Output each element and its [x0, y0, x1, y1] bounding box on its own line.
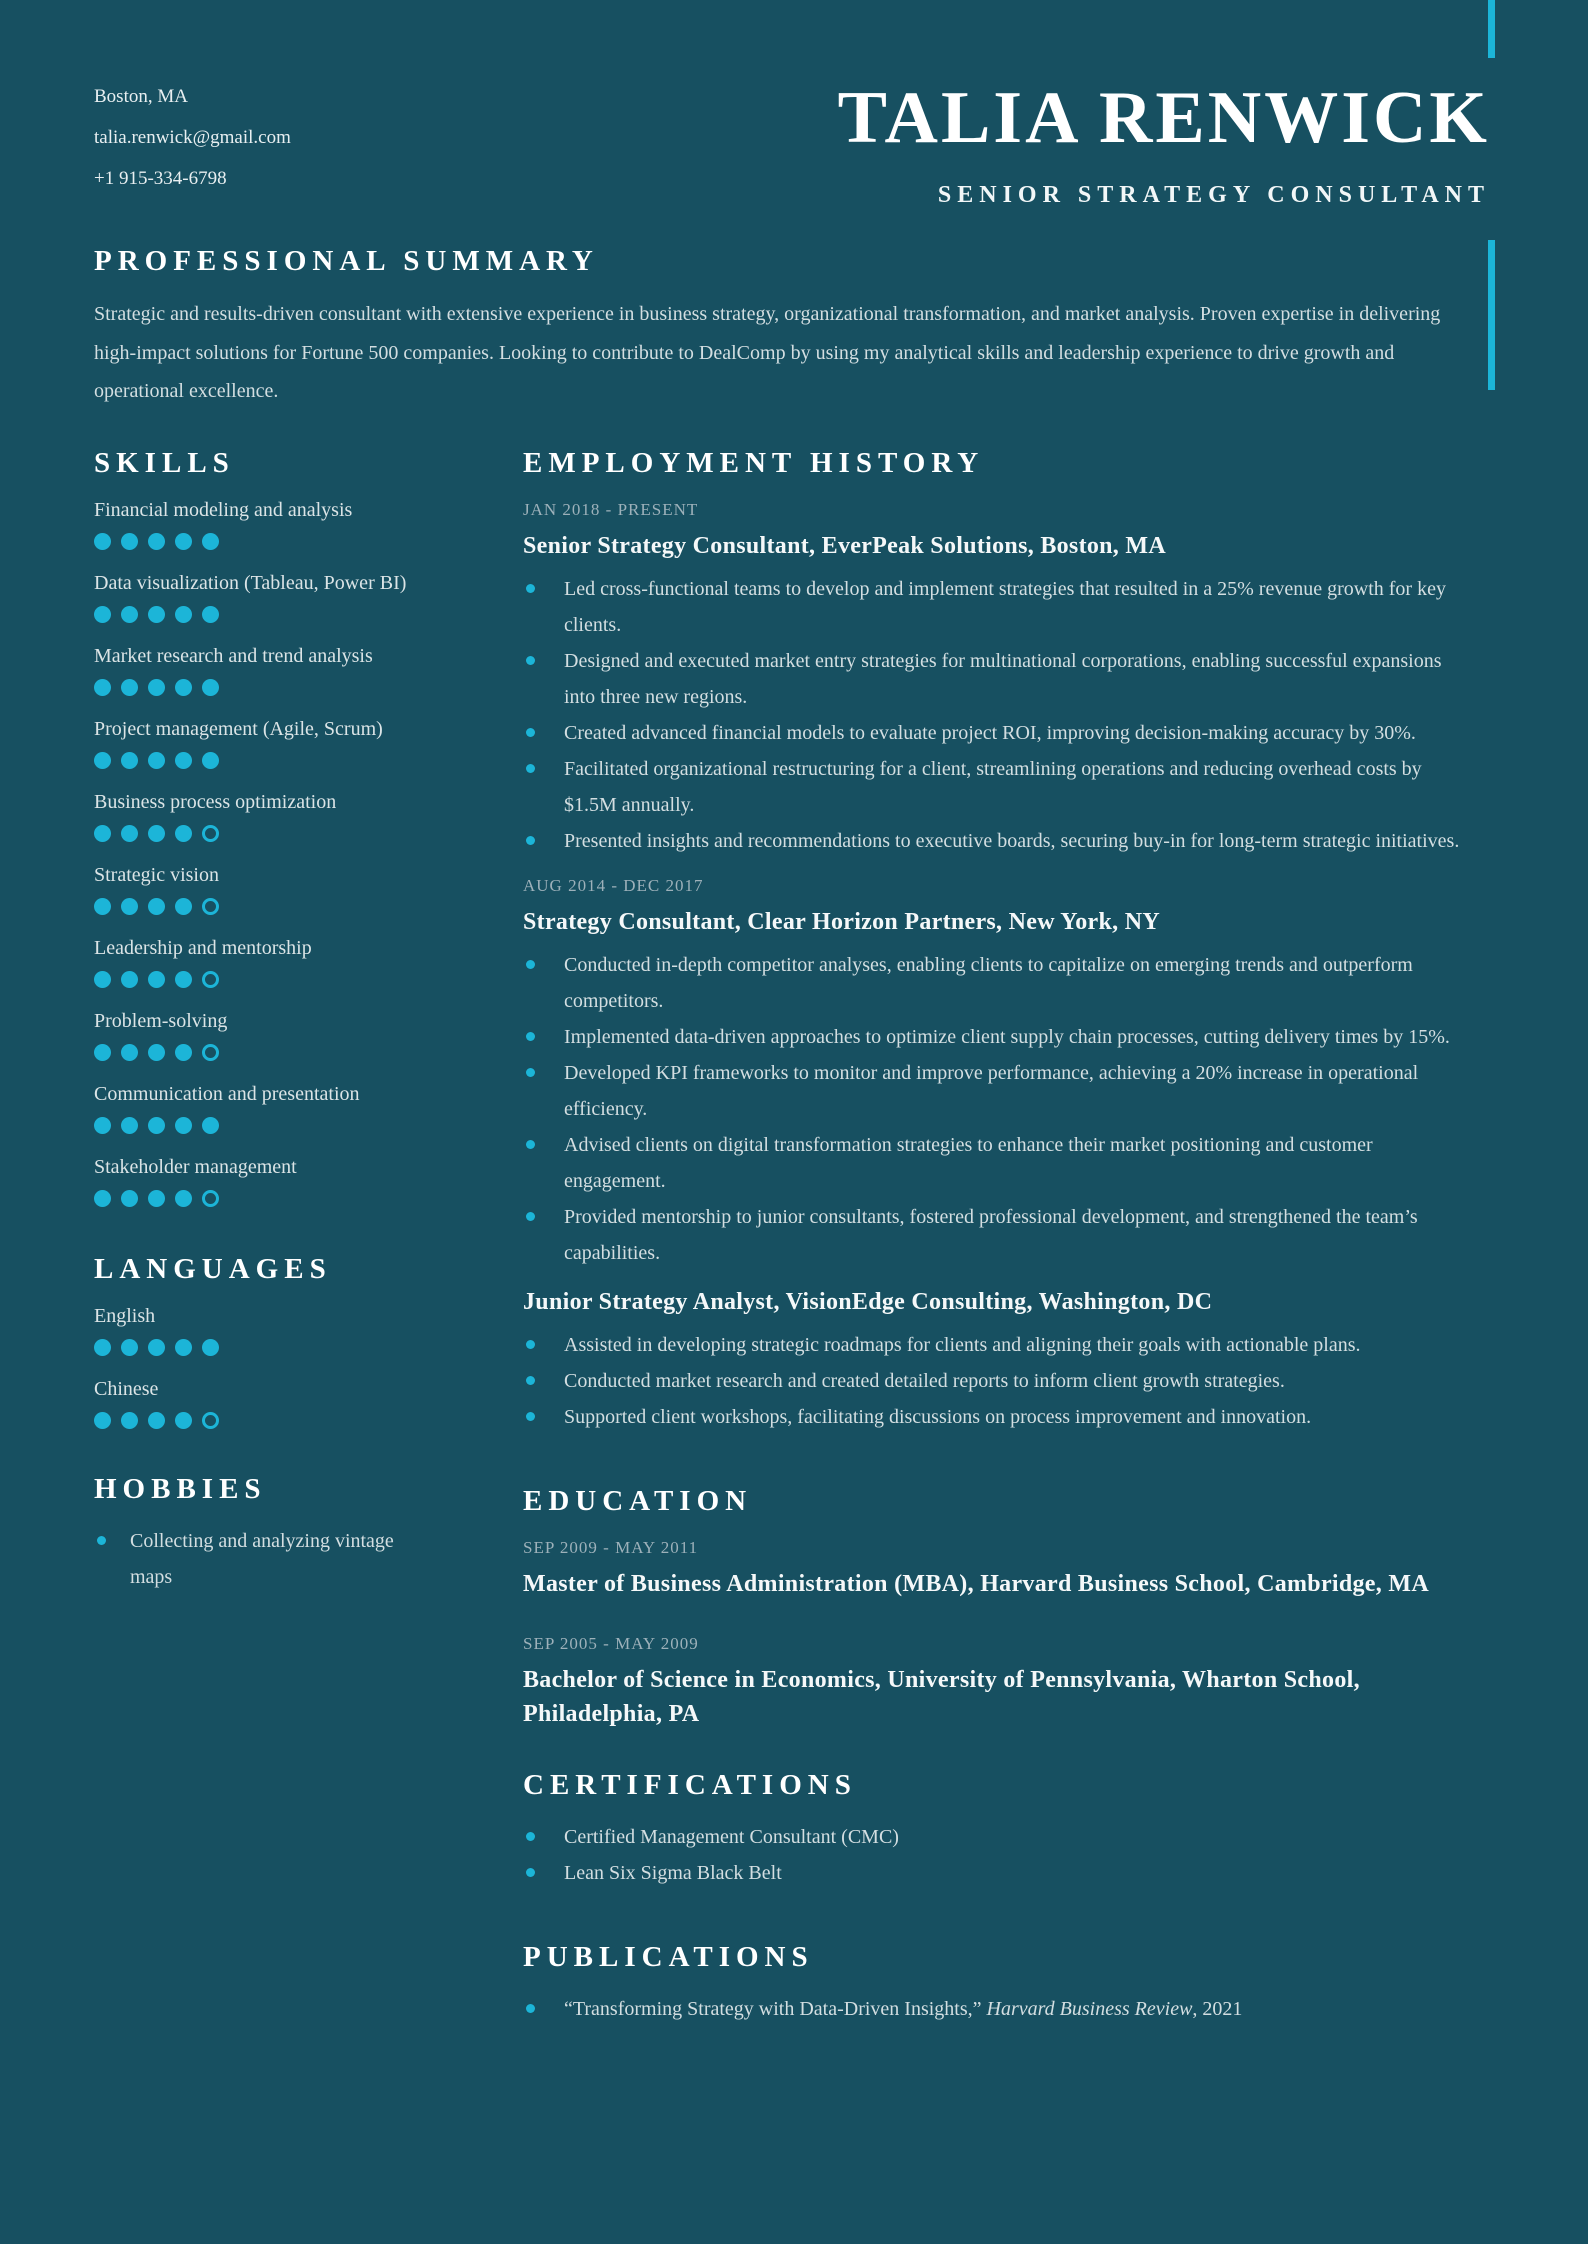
- rating-dot-filled-icon: [148, 1044, 165, 1061]
- rating-dot-filled-icon: [148, 971, 165, 988]
- bullet-icon: [526, 836, 535, 845]
- publications-section: [523, 1939, 1477, 2027]
- bullet-text: Led cross-functional teams to develop and implement strategies that resulted in a 25% revenue growth for key clients.: [564, 577, 1446, 636]
- rating-label: Business process optimization: [94, 790, 337, 813]
- rating-dot-empty-icon: [202, 971, 219, 988]
- rating-label: Strategic vision: [94, 863, 219, 886]
- rating-dots: [94, 679, 424, 696]
- rating-dot-filled-icon: [148, 752, 165, 769]
- education-entry: [523, 1631, 1477, 1731]
- rating-dot-filled-icon: [175, 533, 192, 550]
- rating-dot-filled-icon: [94, 752, 111, 769]
- education-list: [523, 1535, 1477, 1731]
- list-item: [523, 1363, 1477, 1399]
- rating-dots: [94, 533, 424, 550]
- rating-item: [94, 497, 424, 550]
- bullet-icon: [526, 2004, 535, 2013]
- hobbies-section: [94, 1471, 424, 1595]
- rating-dot-filled-icon: [94, 825, 111, 842]
- rating-dot-filled-icon: [121, 606, 138, 623]
- job-entry: [523, 1285, 1477, 1435]
- rating-item: [94, 1008, 424, 1061]
- rating-dot-filled-icon: [148, 1117, 165, 1134]
- rating-dots: [94, 898, 424, 915]
- bullet-icon: [526, 584, 535, 593]
- bullet-text: Facilitated organizational restructuring for a client, streamlining operations and reducing overhead costs by $1.5M annually.: [564, 757, 1422, 816]
- rating-label: English: [94, 1304, 156, 1327]
- rating-dot-filled-icon: [94, 1044, 111, 1061]
- rating-dot-filled-icon: [202, 752, 219, 769]
- rating-dot-filled-icon: [175, 1339, 192, 1356]
- education-section: [523, 1483, 1477, 1731]
- rating-dot-filled-icon: [121, 898, 138, 915]
- bullet-icon: [526, 1212, 535, 1221]
- rating-dots: [94, 1412, 424, 1429]
- bullet-icon: [526, 1068, 535, 1077]
- employment-history-section: [523, 445, 1477, 1435]
- rating-dot-filled-icon: [148, 606, 165, 623]
- list-item: [523, 1819, 1477, 1855]
- rating-dot-filled-icon: [94, 1412, 111, 1429]
- professional-summary-heading: PROFESSIONAL SUMMARY: [94, 245, 599, 277]
- right-column: [523, 445, 1477, 2027]
- rating-dot-empty-icon: [202, 1190, 219, 1207]
- rating-dots: [94, 1044, 424, 1061]
- rating-label: Project management (Agile, Scrum): [94, 717, 383, 740]
- rating-label: Problem-solving: [94, 1009, 228, 1032]
- bullet-text: Conducted market research and created detailed reports to inform client growth strategies.: [564, 1369, 1285, 1392]
- certifications-list: [523, 1819, 1477, 1891]
- rating-dots: [94, 1190, 424, 1207]
- education-entry: [523, 1535, 1477, 1601]
- rating-dot-filled-icon: [94, 533, 111, 550]
- rating-dot-empty-icon: [202, 898, 219, 915]
- education-title: Bachelor of Science in Economics, University of Pennsylvania, Wharton School, Philadelphia, PA: [523, 1666, 1360, 1727]
- bullet-icon: [97, 1536, 106, 1545]
- rating-label: Financial modeling and analysis: [94, 498, 353, 521]
- rating-dot-filled-icon: [94, 971, 111, 988]
- rating-label: Stakeholder management: [94, 1155, 297, 1178]
- left-column: [94, 445, 424, 2027]
- contact-phone: +1 915-334-6798: [94, 168, 227, 189]
- bullet-icon: [526, 656, 535, 665]
- rating-dot-filled-icon: [121, 1412, 138, 1429]
- bullet-icon: [526, 960, 535, 969]
- rating-label: Market research and trend analysis: [94, 644, 373, 667]
- two-column-body: [94, 445, 1477, 2027]
- bullet-text: Assisted in developing strategic roadmaps for clients and aligning their goals with actionable plans.: [564, 1333, 1361, 1356]
- rating-dot-filled-icon: [121, 971, 138, 988]
- rating-dot-filled-icon: [202, 1117, 219, 1134]
- list-item: [523, 947, 1477, 1019]
- rating-item: [94, 716, 424, 769]
- list-item: [523, 823, 1477, 859]
- job-bullets: [523, 1327, 1477, 1435]
- rating-dots: [94, 971, 424, 988]
- list-item: [523, 1855, 1477, 1891]
- rating-dot-filled-icon: [175, 825, 192, 842]
- bullet-text: Provided mentorship to junior consultants, fostered professional development, and strengthened the team’s capabilities.: [564, 1205, 1418, 1264]
- list-item: [523, 643, 1477, 715]
- publications-heading: PUBLICATIONS: [523, 1940, 814, 1973]
- job-entry: [523, 497, 1477, 859]
- rating-dot-filled-icon: [121, 1339, 138, 1356]
- rating-dot-filled-icon: [94, 606, 111, 623]
- list-item: [523, 715, 1477, 751]
- job-bullets: [523, 947, 1477, 1271]
- rating-dot-filled-icon: [175, 1190, 192, 1207]
- bullet-text: Certified Management Consultant (CMC): [564, 1825, 899, 1848]
- job-title: Junior Strategy Analyst, VisionEdge Consulting, Washington, DC: [523, 1288, 1213, 1315]
- bullet-icon: [526, 1412, 535, 1421]
- accent-bar-top: [1488, 0, 1495, 58]
- rating-item: [94, 643, 424, 696]
- rating-dot-filled-icon: [148, 533, 165, 550]
- rating-dot-filled-icon: [175, 1412, 192, 1429]
- rating-item: [94, 1081, 424, 1134]
- rating-dot-filled-icon: [148, 1412, 165, 1429]
- list-item: [523, 751, 1477, 823]
- list-item: [523, 1399, 1477, 1435]
- candidate-title: SENIOR STRATEGY CONSULTANT: [937, 182, 1490, 208]
- rating-item: [94, 789, 424, 842]
- rating-dot-filled-icon: [175, 971, 192, 988]
- bullet-icon: [526, 1032, 535, 1041]
- accent-bar-summary: [1488, 240, 1495, 390]
- professional-summary-section: [94, 243, 1477, 411]
- skills-section: [94, 445, 424, 1207]
- header: [94, 0, 1490, 208]
- publications-list: [523, 1991, 1477, 2027]
- rating-dot-filled-icon: [121, 1190, 138, 1207]
- rating-dot-filled-icon: [94, 679, 111, 696]
- employment-history-heading: EMPLOYMENT HISTORY: [523, 446, 985, 479]
- education-heading: EDUCATION: [523, 1484, 753, 1517]
- rating-dot-filled-icon: [94, 1190, 111, 1207]
- rating-dot-filled-icon: [175, 679, 192, 696]
- rating-dot-filled-icon: [148, 1339, 165, 1356]
- rating-dot-filled-icon: [202, 1339, 219, 1356]
- jobs-list: [523, 497, 1477, 1435]
- list-item: [523, 1019, 1477, 1055]
- rating-item: [94, 1154, 424, 1207]
- rating-dot-filled-icon: [175, 898, 192, 915]
- bullet-text: Supported client workshops, facilitating discussions on process improvement and innovation.: [564, 1405, 1312, 1428]
- list-item: [94, 1523, 424, 1595]
- rating-dot-empty-icon: [202, 825, 219, 842]
- certifications-section: [523, 1767, 1477, 1891]
- rating-item: [94, 862, 424, 915]
- rating-dots: [94, 1117, 424, 1134]
- professional-summary-text: Strategic and results-driven consultant with extensive experience in business strategy, organizational transformation, and market analysis. Proven expertise in delivering high-impact solutions for Fortune 500 companies. Looking to contribute to DealComp by using my analytical skills and leadership experience to drive growth and operational excellence.: [94, 303, 1441, 402]
- bullet-text: Presented insights and recommendations to executive boards, securing buy-in for long-term strategic initiatives.: [564, 829, 1460, 852]
- rating-dots: [94, 1339, 424, 1356]
- bullet-icon: [526, 1340, 535, 1349]
- job-title: Strategy Consultant, Clear Horizon Partners, New York, NY: [523, 908, 1161, 935]
- rating-label: Communication and presentation: [94, 1082, 360, 1105]
- bullet-icon: [526, 1868, 535, 1877]
- rating-dot-filled-icon: [121, 679, 138, 696]
- bullet-icon: [526, 1832, 535, 1841]
- rating-dots: [94, 752, 424, 769]
- rating-dot-filled-icon: [202, 679, 219, 696]
- rating-dot-filled-icon: [121, 1117, 138, 1134]
- hobbies-list: [94, 1523, 424, 1595]
- education-date: SEP 2009 - MAY 2011: [523, 1537, 699, 1557]
- name-block: [837, 77, 1490, 209]
- education-date: SEP 2005 - MAY 2009: [523, 1633, 699, 1653]
- bullet-text: Developed KPI frameworks to monitor and improve performance, achieving a 20% increase in operational efficiency.: [564, 1061, 1419, 1120]
- rating-dot-filled-icon: [202, 533, 219, 550]
- rating-item: [94, 570, 424, 623]
- bullet-text: Advised clients on digital transformation strategies to enhance their market positioning and customer engagement.: [564, 1133, 1373, 1192]
- job-date: JAN 2018 - PRESENT: [523, 499, 699, 519]
- contact-location: Boston, MA: [94, 86, 188, 107]
- bullet-icon: [526, 728, 535, 737]
- bullet-text: Lean Six Sigma Black Belt: [564, 1861, 782, 1884]
- rating-dot-filled-icon: [94, 898, 111, 915]
- languages-heading: LANGUAGES: [94, 1252, 332, 1285]
- bullet-text: Implemented data-driven approaches to optimize client supply chain processes, cutting delivery times by 15%.: [564, 1025, 1450, 1048]
- list-item: [523, 1055, 1477, 1127]
- job-entry: [523, 873, 1477, 1271]
- bullet-icon: [526, 1376, 535, 1385]
- bullet-text: “Transforming Strategy with Data-Driven Insights,” Harvard Business Review, 2021: [564, 1997, 1243, 2020]
- rating-dot-filled-icon: [175, 606, 192, 623]
- rating-label: Chinese: [94, 1377, 159, 1400]
- rating-dot-filled-icon: [94, 1339, 111, 1356]
- rating-item: [94, 1376, 424, 1429]
- job-date: AUG 2014 - DEC 2017: [523, 875, 704, 895]
- bullet-text: Conducted in-depth competitor analyses, enabling clients to capitalize on emerging trends and outperform competitors.: [564, 953, 1413, 1012]
- rating-dot-filled-icon: [94, 1117, 111, 1134]
- rating-dots: [94, 825, 424, 842]
- rating-item: [94, 935, 424, 988]
- rating-label: Leadership and mentorship: [94, 936, 312, 959]
- candidate-name: TALIA RENWICK: [837, 77, 1490, 159]
- list-item: [523, 1127, 1477, 1199]
- bullet-text: Collecting and analyzing vintage maps: [130, 1529, 394, 1588]
- rating-dot-filled-icon: [175, 1117, 192, 1134]
- certifications-heading: CERTIFICATIONS: [523, 1768, 857, 1801]
- contact-email: talia.renwick@gmail.com: [94, 127, 291, 148]
- list-item: [523, 571, 1477, 643]
- hobbies-heading: HOBBIES: [94, 1472, 267, 1505]
- languages-list: [94, 1303, 424, 1429]
- rating-dots: [94, 606, 424, 623]
- rating-dot-filled-icon: [121, 752, 138, 769]
- list-item: [523, 1327, 1477, 1363]
- list-item: [523, 1199, 1477, 1271]
- bullet-text: Created advanced financial models to evaluate project ROI, improving decision-making accuracy by 30%.: [564, 721, 1416, 744]
- rating-dot-filled-icon: [148, 825, 165, 842]
- education-title: Master of Business Administration (MBA), Harvard Business School, Cambridge, MA: [523, 1570, 1429, 1597]
- bullet-icon: [526, 1140, 535, 1149]
- rating-dot-empty-icon: [202, 1412, 219, 1429]
- rating-dot-filled-icon: [175, 1044, 192, 1061]
- job-title: Senior Strategy Consultant, EverPeak Solutions, Boston, MA: [523, 532, 1166, 559]
- rating-label: Data visualization (Tableau, Power BI): [94, 571, 407, 594]
- rating-dot-filled-icon: [121, 533, 138, 550]
- rating-dot-filled-icon: [121, 1044, 138, 1061]
- languages-section: [94, 1251, 424, 1429]
- bullet-icon: [526, 764, 535, 773]
- rating-dot-filled-icon: [202, 606, 219, 623]
- skills-heading: SKILLS: [94, 446, 235, 479]
- job-bullets: [523, 571, 1477, 859]
- rating-dot-filled-icon: [175, 752, 192, 769]
- rating-dot-filled-icon: [121, 825, 138, 842]
- list-item: [523, 1991, 1477, 2027]
- skills-list: [94, 497, 424, 1207]
- rating-dot-filled-icon: [148, 1190, 165, 1207]
- bullet-text: Designed and executed market entry strategies for multinational corporations, enabling successful expansions into three new regions.: [564, 649, 1442, 708]
- rating-dot-filled-icon: [148, 898, 165, 915]
- rating-dot-filled-icon: [148, 679, 165, 696]
- rating-dot-empty-icon: [202, 1044, 219, 1061]
- rating-item: [94, 1303, 424, 1356]
